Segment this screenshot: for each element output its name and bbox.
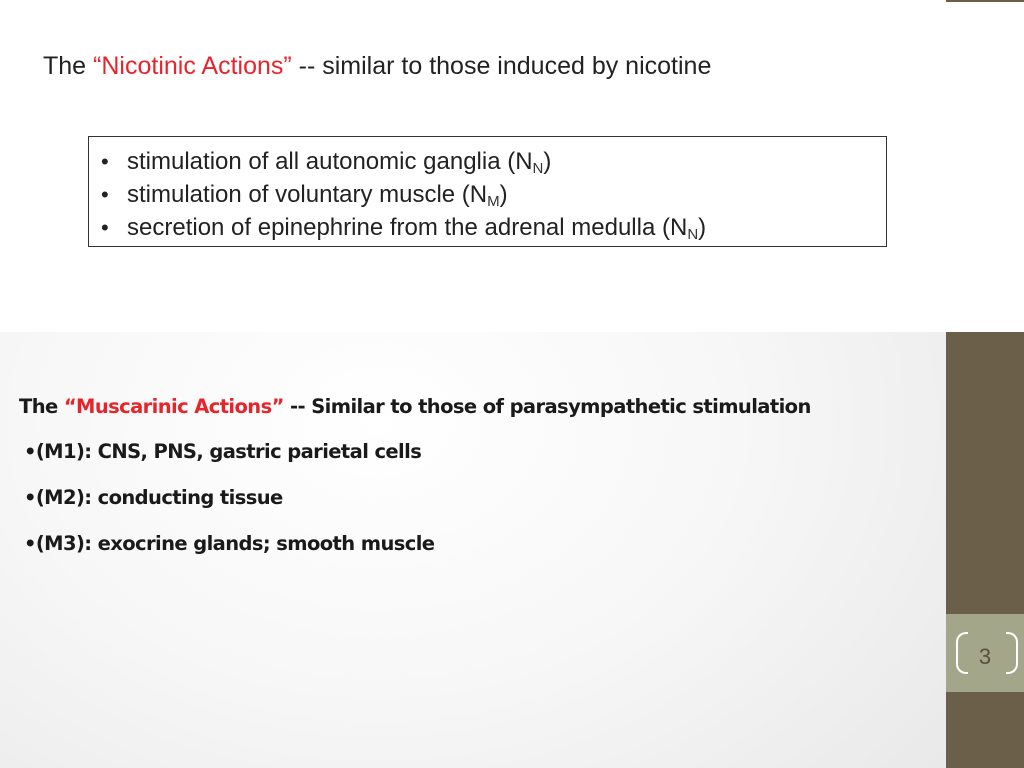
nicotinic-item-subscript: N: [687, 226, 699, 243]
nicotinic-item-text: stimulation of all autonomic ganglia (N: [127, 148, 533, 175]
muscarinic-list: [24, 440, 434, 578]
nicotinic-heading: [43, 52, 711, 81]
page-number-box: [946, 614, 1024, 692]
bullet: •: [101, 149, 109, 174]
muscarinic-list-item: •(M2): conducting tissue: [24, 486, 283, 509]
nicotinic-image-panel: [0, 0, 946, 332]
muscarinic-list-item: •(M3): exocrine glands; smooth muscle: [24, 532, 435, 555]
nicotinic-list-item: [89, 211, 886, 244]
muscarinic-heading-prefix: The: [19, 395, 64, 418]
nicotinic-list: [89, 137, 886, 244]
muscarinic-heading: [19, 395, 811, 418]
nicotinic-item-text: secretion of epinephrine from the adrenal medulla (N: [127, 214, 688, 241]
nicotinic-heading-highlight: “Nicotinic Actions”: [93, 52, 292, 80]
page-number: 3: [978, 644, 992, 669]
sidebar-top-panel: [946, 0, 1024, 332]
nicotinic-list-item: [89, 145, 886, 178]
nicotinic-item-end: ): [698, 214, 707, 241]
sidebar-top-stripe: [946, 0, 1024, 2]
right-bracket-icon: [1006, 632, 1018, 674]
bullet: •: [101, 182, 109, 207]
nicotinic-item-end: ): [499, 181, 508, 208]
nicotinic-list-item: [89, 178, 886, 211]
muscarinic-list-item: •(M1): CNS, PNS, gastric parietal cells: [24, 440, 422, 463]
nicotinic-heading-prefix: The: [43, 52, 94, 80]
nicotinic-item-subscript: M: [487, 193, 500, 210]
muscarinic-heading-suffix: -- Similar to those of parasympathetic stimulation: [283, 395, 811, 418]
nicotinic-actions-box: [88, 136, 887, 247]
slide-sidebar: [946, 0, 1024, 768]
bullet: •: [101, 215, 109, 240]
nicotinic-item-end: ): [543, 148, 552, 175]
nicotinic-item-text: stimulation of voluntary muscle (N: [127, 181, 488, 208]
nicotinic-item-subscript: N: [532, 160, 544, 177]
muscarinic-heading-highlight: “Muscarinic Actions”: [63, 395, 284, 418]
nicotinic-heading-suffix: -- similar to those induced by nicotine: [291, 52, 712, 80]
